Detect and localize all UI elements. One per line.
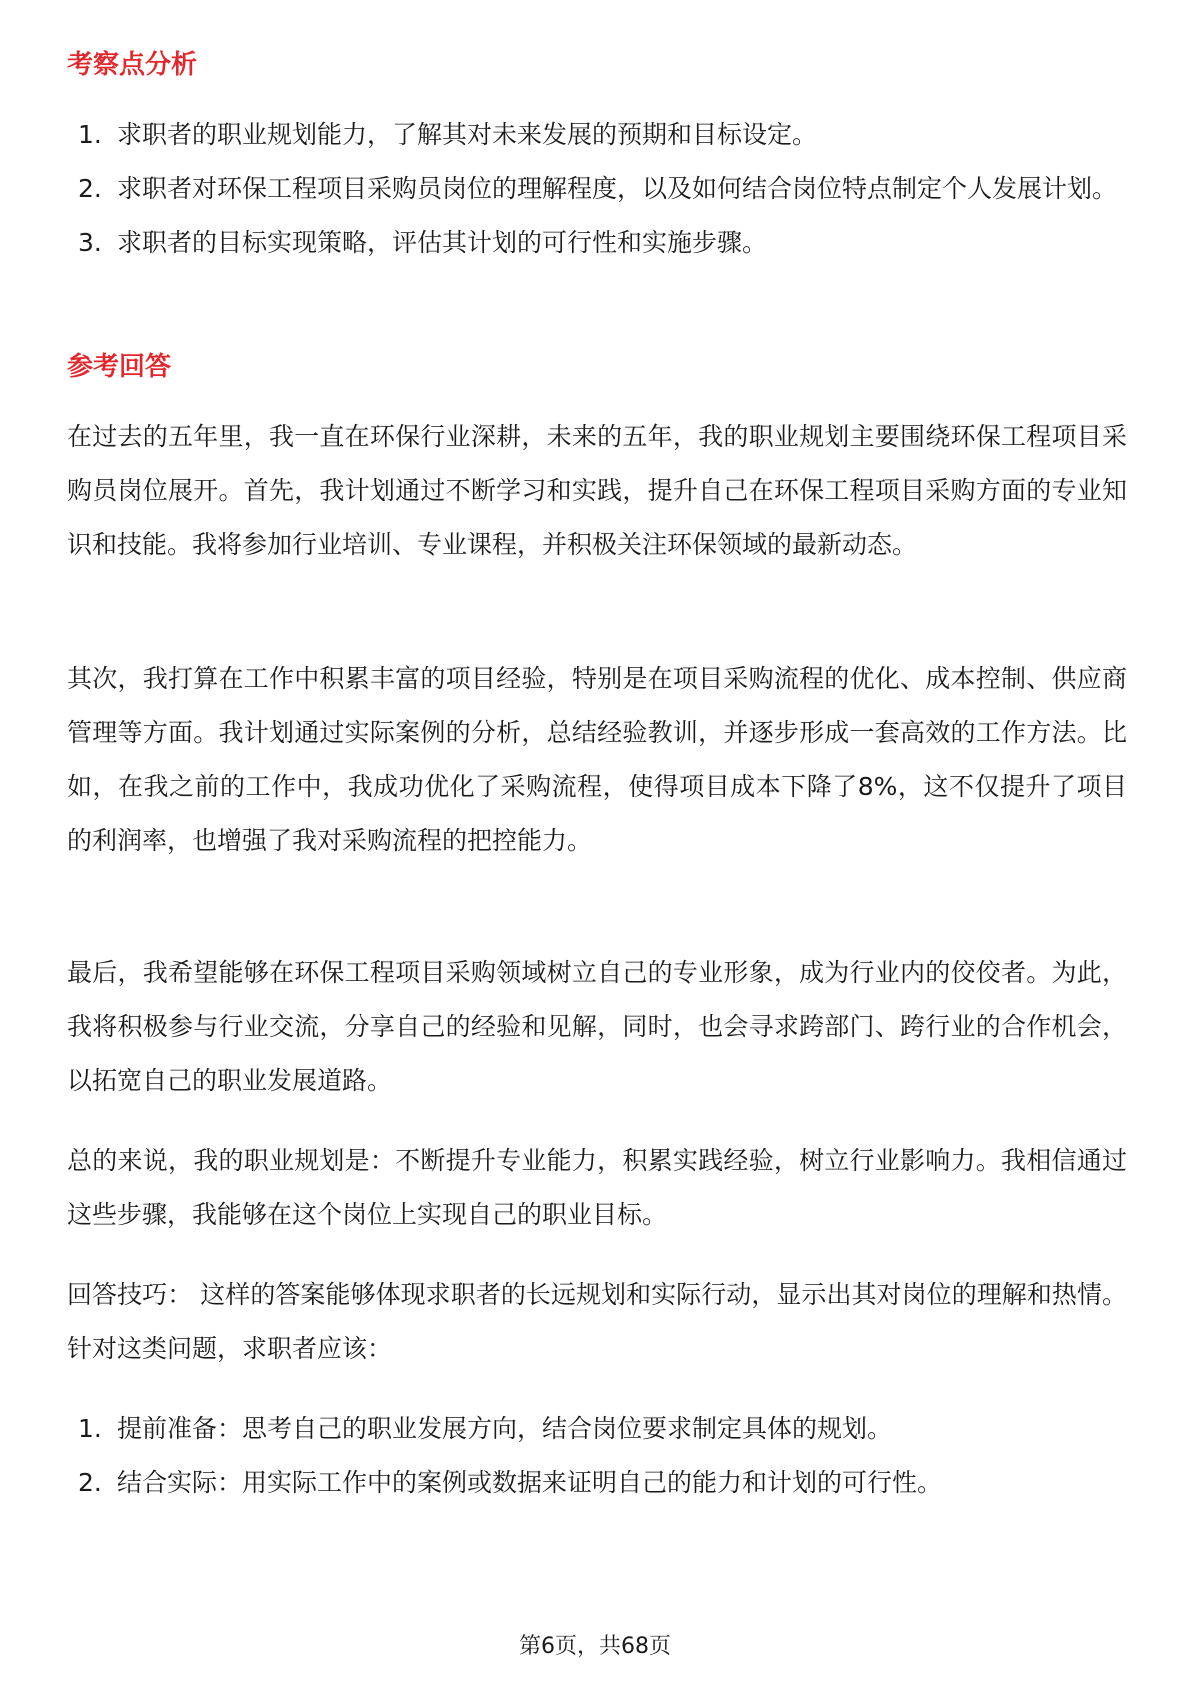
list-item <box>67 216 1127 270</box>
list-item-text: 提前准备：思考自己的职业发展方向，结合岗位要求制定具体的规划。 <box>117 1414 893 1443</box>
answer-paragraph: 总的来说，我的职业规划是：不断提升专业能力，积累实践经验，树立行业影响力。我相信通过这些步骤，我能够在这个岗位上实现自己的职业目标。 <box>67 1146 1127 1229</box>
answer-paragraph: 其次，我打算在工作中积累丰富的项目经验，特别是在项目采购流程的优化、成本控制、供应商管理等方面。我计划通过实际案例的分析，总结经验教训，并逐步形成一套高效的工作方法。比如，在我之前的工作中，我成功优化了采购流程，使得项目成本下降了8%，这不仅提升了项目的利润率，也增强了我对采购流程的把控能力。 <box>67 664 1127 855</box>
list-item <box>67 1402 1127 1456</box>
list-item-text: 结合实际：用实际工作中的案例或数据来证明自己的能力和计划的可行性。 <box>117 1468 943 1497</box>
list-item-number: 1. <box>78 1414 102 1443</box>
list-item <box>67 162 1127 216</box>
answer-tips-intro: 回答技巧： 这样的答案能够体现求职者的长远规划和实际行动，显示出其对岗位的理解和热情。针对这类问题，求职者应该： <box>67 1280 1127 1363</box>
list-item <box>67 108 1127 162</box>
list-item-number: 1. <box>78 120 102 149</box>
list-item-text: 求职者的目标实现策略，评估其计划的可行性和实施步骤。 <box>117 228 768 257</box>
list-item-number: 3. <box>78 228 102 257</box>
page-number: 第6页，共68页 <box>519 1634 671 1659</box>
list-item-number: 2. <box>78 1468 102 1497</box>
section-title-reference-answer: 参考回答 <box>67 352 172 382</box>
tips-list <box>67 1402 1127 1510</box>
analysis-list <box>67 108 1127 270</box>
list-item-number: 2. <box>78 174 102 203</box>
list-item <box>67 1456 1127 1510</box>
list-item-text: 求职者对环保工程项目采购员岗位的理解程度，以及如何结合岗位特点制定个人发展计划。 <box>117 174 1118 203</box>
section-title-analysis: 考察点分析 <box>67 50 198 80</box>
answer-paragraph: 在过去的五年里，我一直在环保行业深耕，未来的五年，我的职业规划主要围绕环保工程项目采购员岗位展开。首先，我计划通过不断学习和实践，提升自己在环保工程项目采购方面的专业知识和技能。我将参加行业培训、专业课程，并积极关注环保领域的最新动态。 <box>67 422 1127 559</box>
answer-paragraph: 最后，我希望能够在环保工程项目采购领域树立自己的专业形象，成为行业内的佼佼者。为此，我将积极参与行业交流，分享自己的经验和见解，同时，也会寻求跨部门、跨行业的合作机会，以拓宽自己的职业发展道路。 <box>67 958 1127 1095</box>
list-item-text: 求职者的职业规划能力，了解其对未来发展的预期和目标设定。 <box>117 120 818 149</box>
